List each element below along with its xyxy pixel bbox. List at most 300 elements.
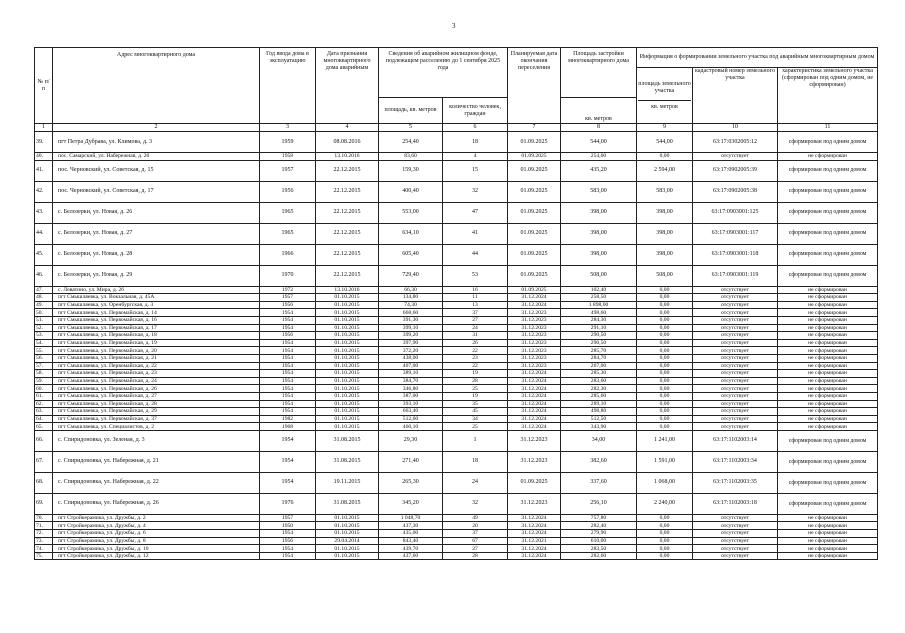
cell-cadastral: отсутствует <box>693 354 778 362</box>
cell-area: 553,00 <box>379 202 443 223</box>
cell-address: пос. Черновский, ул. Советская, д. 17 <box>53 181 260 202</box>
cell-land-area: 0,00 <box>637 286 693 294</box>
cell-land-char: не сформирован <box>778 522 878 530</box>
table-row <box>35 160 878 181</box>
header-year: Год ввода дома в эксплуатацию <box>260 48 316 124</box>
cell-people: 4 <box>443 153 508 161</box>
cell-land-area: 398,00 <box>637 202 693 223</box>
cell-year: 1972 <box>260 286 316 294</box>
cell-land-char: не сформирован <box>778 423 878 431</box>
cell-building-area: 508,00 <box>561 265 637 286</box>
cell-cadastral: отсутствует <box>693 415 778 423</box>
cell-year: 1954 <box>260 385 316 393</box>
emergency-housing-table <box>34 47 878 560</box>
table-row <box>35 430 878 451</box>
cell-date-emergency: 31.08.2015 <box>316 493 379 514</box>
cell-land-char: не сформирован <box>778 362 878 370</box>
cell-planned-date: 31.12.2024 <box>508 514 561 522</box>
cell-year: 1954 <box>260 309 316 317</box>
cell-date-emergency: 29.04.2014 <box>316 537 379 545</box>
col-number: 7 <box>508 124 561 132</box>
cell-date-emergency: 22.12.2015 <box>316 223 379 244</box>
cell-people: 44 <box>443 244 508 265</box>
cell-building-area: 282,30 <box>561 385 637 393</box>
cell-area: 438,00 <box>379 354 443 362</box>
cell-land-area: 398,00 <box>637 223 693 244</box>
cell-people: 67 <box>443 537 508 545</box>
cell-area: 439,70 <box>379 545 443 553</box>
cell-land-char: не сформирован <box>778 347 878 355</box>
cell-num: 60. <box>35 385 53 393</box>
cell-land-area: 0,00 <box>637 324 693 332</box>
col-number: 2 <box>53 124 260 132</box>
table-row <box>35 530 878 538</box>
cell-people: 1 <box>443 430 508 451</box>
cell-cadastral: отсутствует <box>693 332 778 340</box>
cell-area: 397,90 <box>379 339 443 347</box>
cell-building-area: 285,30 <box>561 370 637 378</box>
cell-date-emergency: 22.12.2015 <box>316 265 379 286</box>
cell-people: 37 <box>443 530 508 538</box>
cell-address: пгт Стройкерамика, ул. Дружбы, д. 6 <box>53 530 260 538</box>
cell-people: 49 <box>443 514 508 522</box>
cell-cadastral: отсутствует <box>693 316 778 324</box>
cell-land-area: 583,00 <box>637 181 693 202</box>
cell-address: с. Спиридоновка, ул. Набережная, д. 22 <box>53 472 260 493</box>
cell-planned-date: 31.12.2024 <box>508 301 561 309</box>
col-number: 10 <box>693 124 778 132</box>
cell-num: 61. <box>35 392 53 400</box>
cell-area: 634,10 <box>379 223 443 244</box>
cell-building-area: 498,60 <box>561 309 637 317</box>
cell-building-area: 258,50 <box>561 294 637 302</box>
table-row <box>35 415 878 423</box>
cell-planned-date: 01.09.2025 <box>508 265 561 286</box>
cell-planned-date: 31.12.2023 <box>508 430 561 451</box>
cell-year: 1968 <box>260 423 316 431</box>
cell-building-area: 279,90 <box>561 530 637 538</box>
cell-date-emergency: 22.12.2015 <box>316 202 379 223</box>
cell-year: 1954 <box>260 324 316 332</box>
cell-planned-date: 31.12.2024 <box>508 294 561 302</box>
cell-land-char: сформирован под одним домом <box>778 160 878 181</box>
cell-land-area: 0,00 <box>637 530 693 538</box>
table-row <box>35 552 878 560</box>
cell-address: с. Белозерки, ул. Новая, д. 28 <box>53 244 260 265</box>
cell-land-char: не сформирован <box>778 332 878 340</box>
cell-cadastral: отсутствует <box>693 408 778 416</box>
cell-date-emergency: 01.10.2015 <box>316 415 379 423</box>
cell-building-area: 610,00 <box>561 537 637 545</box>
cell-address: пгт Смышляевка, ул. Первомайская, д. 21 <box>53 354 260 362</box>
cell-building-area: 512,50 <box>561 415 637 423</box>
table-row <box>35 451 878 472</box>
cell-people: 13 <box>443 301 508 309</box>
cell-num: 56. <box>35 354 53 362</box>
cell-cadastral: отсутствует <box>693 370 778 378</box>
cell-year: 1982 <box>260 415 316 423</box>
cell-num: 50. <box>35 309 53 317</box>
cell-cadastral: 63:17:0903001:119 <box>693 265 778 286</box>
cell-cadastral: отсутствует <box>693 400 778 408</box>
table-body <box>35 132 878 560</box>
cell-cadastral: отсутствует <box>693 286 778 294</box>
table-row <box>35 362 878 370</box>
cell-cadastral: отсутствует <box>693 339 778 347</box>
cell-address: пгт Стройкерамика, ул. Дружбы, д. 12 <box>53 552 260 560</box>
table-row <box>35 408 878 416</box>
cell-area: 29,30 <box>379 430 443 451</box>
cell-people: 25 <box>443 385 508 393</box>
cell-year: 1956 <box>260 301 316 309</box>
cell-building-area: 284,30 <box>561 316 637 324</box>
cell-land-area: 0,00 <box>637 545 693 553</box>
cell-building-area: 498,80 <box>561 408 637 416</box>
cell-planned-date: 01.09.2025 <box>508 202 561 223</box>
cell-building-area: 34,00 <box>561 430 637 451</box>
cell-land-char: не сформирован <box>778 400 878 408</box>
cell-num: 49. <box>35 301 53 309</box>
cell-area: 437,60 <box>379 552 443 560</box>
cell-address: пгт Смышляевка, ул. Первомайская, д. 20 <box>53 347 260 355</box>
cell-people: 15 <box>443 160 508 181</box>
cell-land-char: не сформирован <box>778 309 878 317</box>
cell-address: пгт Смышляевка, ул. Первомайская, д. 16 <box>53 316 260 324</box>
cell-planned-date: 31.12.2023 <box>508 451 561 472</box>
cell-land-area: 1 241,00 <box>637 430 693 451</box>
cell-building-area: 398,00 <box>561 244 637 265</box>
cell-people: 20 <box>443 522 508 530</box>
cell-area: 384,70 <box>379 377 443 385</box>
cell-land-area: 0,00 <box>637 400 693 408</box>
cell-land-char: сформирован под одним домом <box>778 493 878 514</box>
cell-date-emergency: 01.10.2015 <box>316 339 379 347</box>
cell-planned-date: 31.12.2024 <box>508 552 561 560</box>
header-planned-date: Планируемая дата окончания переселения <box>508 48 561 124</box>
cell-people: 31 <box>443 332 508 340</box>
header-unit-sqm: кв. метров <box>561 98 637 124</box>
cell-year: 1957 <box>260 514 316 522</box>
cell-people: 28 <box>443 552 508 560</box>
cell-area: 407,00 <box>379 362 443 370</box>
table-row <box>35 545 878 553</box>
cell-area: 134,80 <box>379 294 443 302</box>
table-row <box>35 301 878 309</box>
cell-num: 52. <box>35 324 53 332</box>
cell-year: 1966 <box>260 244 316 265</box>
cell-address: пгт Смышляевка, ул. Первомайская, д. 29 <box>53 408 260 416</box>
cell-land-char: не сформирован <box>778 514 878 522</box>
cell-num: 53. <box>35 332 53 340</box>
cell-land-area: 0,00 <box>637 294 693 302</box>
table-row <box>35 316 878 324</box>
cell-num: 51. <box>35 316 53 324</box>
table-row <box>35 244 878 265</box>
cell-land-char: сформирован под одним домом <box>778 451 878 472</box>
cell-address: пгт Смышляевка, ул. Оренбургская, д. 3 <box>53 301 260 309</box>
cell-area: 435,00 <box>379 530 443 538</box>
table-row <box>35 223 878 244</box>
cell-area: 83,60 <box>379 153 443 161</box>
cell-num: 69. <box>35 493 53 514</box>
table-row <box>35 153 878 161</box>
cell-land-area: 0,00 <box>637 423 693 431</box>
cell-date-emergency: 01.10.2015 <box>316 324 379 332</box>
cell-num: 47. <box>35 286 53 294</box>
cell-area: 346,80 <box>379 385 443 393</box>
cell-land-char: не сформирован <box>778 408 878 416</box>
cell-land-char: не сформирован <box>778 537 878 545</box>
cell-date-emergency: 01.10.2015 <box>316 530 379 538</box>
cell-num: 39. <box>35 132 53 153</box>
cell-land-area: 2 594,00 <box>637 160 693 181</box>
cell-people: 47 <box>443 202 508 223</box>
cell-date-emergency: 31.08.2015 <box>316 430 379 451</box>
cell-year: 1954 <box>260 451 316 472</box>
cell-land-area: 0,00 <box>637 332 693 340</box>
cell-num: 43. <box>35 202 53 223</box>
cell-planned-date: 31.12.2023 <box>508 347 561 355</box>
cell-address: с. Белозерки, ул. Новая, д. 29 <box>53 265 260 286</box>
cell-address: с. Белозерки, ул. Новая, д. 27 <box>53 223 260 244</box>
cell-land-char: не сформирован <box>778 370 878 378</box>
cell-address: пгт Смышляевка, ул. Первомайская, д. 17 <box>53 324 260 332</box>
cell-cadastral: отсутствует <box>693 522 778 530</box>
table-row <box>35 294 878 302</box>
cell-date-emergency: 01.10.2015 <box>316 552 379 560</box>
cell-land-area: 0,00 <box>637 370 693 378</box>
cell-date-emergency: 01.10.2015 <box>316 545 379 553</box>
cell-num: 55. <box>35 347 53 355</box>
cell-planned-date: 31.12.2024 <box>508 415 561 423</box>
cell-people: 19 <box>443 370 508 378</box>
cell-num: 64. <box>35 415 53 423</box>
cell-cadastral: 63:17:1102003:18 <box>693 493 778 514</box>
cell-address: пгт Смышляевка, ул. Первомайская, д. 22 <box>53 362 260 370</box>
cell-planned-date: 31.12.2023 <box>508 324 561 332</box>
cell-people: 22 <box>443 362 508 370</box>
cell-area: 66,30 <box>379 286 443 294</box>
cell-people: 34 <box>443 415 508 423</box>
cell-cadastral: отсутствует <box>693 347 778 355</box>
cell-cadastral: отсутствует <box>693 530 778 538</box>
cell-land-char: не сформирован <box>778 545 878 553</box>
cell-year: 1956 <box>260 332 316 340</box>
cell-date-emergency: 22.12.2015 <box>316 160 379 181</box>
cell-building-area: 285,70 <box>561 347 637 355</box>
cell-num: 59. <box>35 377 53 385</box>
cell-land-area: 0,00 <box>637 377 693 385</box>
header-land-area-label: площадь земельного участка <box>638 80 691 94</box>
cell-land-char: сформирован под одним домом <box>778 223 878 244</box>
cell-land-area: 0,00 <box>637 347 693 355</box>
cell-address: пгт Смышляевка, ул. Первомайская, д. 24 <box>53 377 260 385</box>
cell-num: 65. <box>35 423 53 431</box>
cell-date-emergency: 01.10.2015 <box>316 316 379 324</box>
cell-land-char: сформирован под одним домом <box>778 265 878 286</box>
cell-num: 68. <box>35 472 53 493</box>
cell-building-area: 289,10 <box>561 400 637 408</box>
cell-building-area: 757,80 <box>561 514 637 522</box>
cell-year: 1970 <box>260 265 316 286</box>
cell-people: 18 <box>443 451 508 472</box>
cell-area: 265,30 <box>379 472 443 493</box>
cell-address: пос. Черновский, ул. Советская, д. 15 <box>53 160 260 181</box>
header-fund-info: Сведения об аварийном жилищном фонде, подлежащем расселению до 1 сентября 2025 года <box>379 48 508 98</box>
col-number: 1 <box>35 124 53 132</box>
table-row <box>35 493 878 514</box>
cell-land-area: 0,00 <box>637 153 693 161</box>
cell-year: 1965 <box>260 202 316 223</box>
cell-land-char: сформирован под одним домом <box>778 244 878 265</box>
cell-land-area: 0,00 <box>637 385 693 393</box>
cell-cadastral: отсутствует <box>693 385 778 393</box>
cell-area: 345,20 <box>379 493 443 514</box>
cell-year: 1957 <box>260 294 316 302</box>
cell-planned-date: 31.12.2024 <box>508 522 561 530</box>
cell-planned-date: 31.12.2023 <box>508 339 561 347</box>
cell-planned-date: 31.12.2023 <box>508 309 561 317</box>
cell-people: 16 <box>443 286 508 294</box>
cell-building-area: 102,40 <box>561 286 637 294</box>
page-number: 3 <box>452 22 456 30</box>
cell-date-emergency: 01.10.2015 <box>316 377 379 385</box>
table-row <box>35 385 878 393</box>
cell-building-area: 256,10 <box>561 493 637 514</box>
cell-people: 28 <box>443 377 508 385</box>
cell-people: 27 <box>443 316 508 324</box>
table-row <box>35 202 878 223</box>
header-land-info: Информация о формировании земельного участка под аварийным многоквартирным домом <box>637 48 878 68</box>
cell-area: 389,10 <box>379 370 443 378</box>
cell-land-char: не сформирован <box>778 354 878 362</box>
cell-date-emergency: 01.10.2015 <box>316 309 379 317</box>
cell-num: 57. <box>35 362 53 370</box>
cell-land-char: не сформирован <box>778 301 878 309</box>
cell-land-area: 0,00 <box>637 552 693 560</box>
cell-address: пгт Стройкерамика, ул. Дружбы, д. 10 <box>53 545 260 553</box>
cell-area: 372,20 <box>379 347 443 355</box>
cell-address: пос. Самарский, ул. Набережная, д. 20 <box>53 153 260 161</box>
cell-area: 387,00 <box>379 392 443 400</box>
cell-land-char: не сформирован <box>778 294 878 302</box>
cell-land-area: 0,00 <box>637 415 693 423</box>
cell-planned-date: 01.09.2025 <box>508 153 561 161</box>
header-land-area-unit: кв. метров <box>638 100 691 111</box>
cell-num: 42. <box>35 181 53 202</box>
cell-planned-date: 01.09.2025 <box>508 181 561 202</box>
table-row <box>35 332 878 340</box>
table-row <box>35 522 878 530</box>
cell-date-emergency: 01.10.2015 <box>316 522 379 530</box>
cell-num: 66. <box>35 430 53 451</box>
cell-date-emergency: 08.08.2016 <box>316 132 379 153</box>
cell-cadastral: отсутствует <box>693 423 778 431</box>
col-number: 3 <box>260 124 316 132</box>
cell-address: пгт Смышляевка, ул. Первомайская, д. 27 <box>53 392 260 400</box>
cell-land-char: сформирован под одним домом <box>778 202 878 223</box>
cell-date-emergency: 01.10.2015 <box>316 362 379 370</box>
cell-people: 24 <box>443 324 508 332</box>
cell-land-char: не сформирован <box>778 153 878 161</box>
table-row <box>35 370 878 378</box>
col-number: 5 <box>379 124 443 132</box>
cell-date-emergency: 01.10.2015 <box>316 514 379 522</box>
cell-building-area: 382,60 <box>561 451 637 472</box>
cell-date-emergency: 13.10.2016 <box>316 153 379 161</box>
cell-cadastral: отсутствует <box>693 545 778 553</box>
cell-land-area: 0,00 <box>637 362 693 370</box>
cell-land-char: сформирован под одним домом <box>778 181 878 202</box>
cell-date-emergency: 01.10.2015 <box>316 423 379 431</box>
cell-planned-date: 31.12.2024 <box>508 370 561 378</box>
cell-people: 11 <box>443 294 508 302</box>
cell-address: пгт Стройкерамика, ул. Дружбы, д. 8 <box>53 537 260 545</box>
cell-land-char: не сформирован <box>778 385 878 393</box>
cell-land-area: 0,00 <box>637 301 693 309</box>
cell-planned-date: 01.09.2025 <box>508 286 561 294</box>
cell-people: 45 <box>443 408 508 416</box>
cell-land-area: 0,00 <box>637 537 693 545</box>
cell-building-area: 398,00 <box>561 223 637 244</box>
cell-address: пгт Стройкерамика, ул. Дружбы, д. 4 <box>53 522 260 530</box>
cell-cadastral: отсутствует <box>693 514 778 522</box>
cell-date-emergency: 01.10.2015 <box>316 385 379 393</box>
header-address: Адрес многоквартирного дома <box>53 48 260 124</box>
header-building-area: Площадь застройки многоквартирного дома <box>561 48 637 98</box>
cell-people: 23 <box>443 354 508 362</box>
cell-num: 45. <box>35 244 53 265</box>
cell-cadastral: отсутствует <box>693 324 778 332</box>
col-number: 11 <box>778 124 878 132</box>
cell-land-char: не сформирован <box>778 286 878 294</box>
cell-land-area: 0,00 <box>637 339 693 347</box>
cell-address: пгт Петра Дубрава, ул. Климова, д. 3 <box>53 132 260 153</box>
cell-year: 1954 <box>260 316 316 324</box>
cell-num: 58. <box>35 370 53 378</box>
table-row <box>35 392 878 400</box>
cell-building-area: 285,60 <box>561 392 637 400</box>
cell-address: пгт Смышляевка, ул. Первомайская, д. 19 <box>53 339 260 347</box>
cell-num: 72. <box>35 530 53 538</box>
cell-date-emergency: 19.11.2015 <box>316 472 379 493</box>
cell-date-emergency: 01.10.2015 <box>316 370 379 378</box>
cell-area: 437,30 <box>379 522 443 530</box>
cell-year: 1954 <box>260 347 316 355</box>
cell-planned-date: 31.12.2024 <box>508 423 561 431</box>
table-row <box>35 265 878 286</box>
cell-area: 391,30 <box>379 316 443 324</box>
cell-cadastral: 63:17:1102003:35 <box>693 472 778 493</box>
cell-land-char: сформирован под одним домом <box>778 430 878 451</box>
cell-land-area: 2 240,00 <box>637 493 693 514</box>
col-number: 9 <box>637 124 693 132</box>
cell-planned-date: 01.09.2025 <box>508 223 561 244</box>
cell-land-char: не сформирован <box>778 530 878 538</box>
table-row <box>35 339 878 347</box>
cell-planned-date: 31.12.2024 <box>508 392 561 400</box>
cell-building-area: 282,60 <box>561 552 637 560</box>
cell-num: 44. <box>35 223 53 244</box>
cell-building-area: 284,70 <box>561 354 637 362</box>
cell-planned-date: 31.12.2024 <box>508 530 561 538</box>
cell-address: пгт Смышляевка, ул. Первомайская, д. 37 <box>53 415 260 423</box>
cell-people: 27 <box>443 545 508 553</box>
cell-planned-date: 01.09.2025 <box>508 244 561 265</box>
cell-cadastral: 63:17:0902005:39 <box>693 160 778 181</box>
cell-year: 1954 <box>260 362 316 370</box>
header-area-sub: площадь, кв. метров <box>379 98 443 124</box>
